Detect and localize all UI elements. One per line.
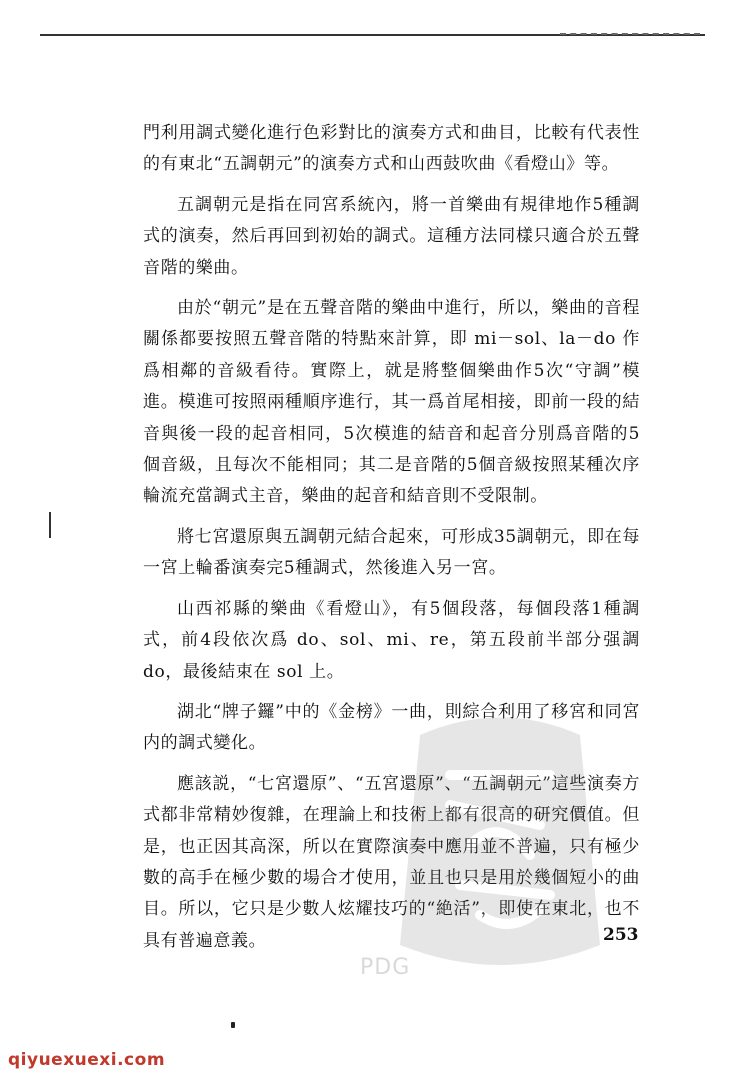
scan-speck xyxy=(231,1022,235,1028)
paragraph-1: 門利用調式變化進行色彩對比的演奏方式和曲目，比較有代表性的有東北“五調朝元”的演奏方式和山西鼓吹曲《看燈山》等。 xyxy=(143,123,640,175)
paragraph-5: 山西祁縣的樂曲《看燈山》，有5個段落，每個段落1種調式，前4段依次爲 do、sol、mi、re，第五段前半部分强調 do，最後結束在 sol 上。 xyxy=(143,598,640,682)
paragraph-6: 湖北“牌子鑼”中的《金榜》一曲，則綜合利用了移宮和同宮内的調式變化。 xyxy=(143,701,640,754)
margin-mark xyxy=(49,512,51,538)
paragraph-3: 由於“朝元”是在五聲音階的樂曲中進行，所以，樂曲的音程關係都要按照五聲音階的特點來計算，即 mi－sol、la－do 作爲相鄰的音級看待。實際上，就是將整個樂曲作5次“守調”模進。模進可按照兩種順序進行，其一爲首尾相接，即前一段的結音與後一段的起音相同，5次模進的結音和起音分別爲音階的5個音級，且每次不能相同；其二是音階的5個音級按照某種次序輪流充當調式主音，樂曲的起音和結音則不受限制。 xyxy=(143,298,640,507)
page-body xyxy=(143,118,640,966)
page-number: 253 xyxy=(603,925,639,945)
watermark-text: PDG xyxy=(360,955,411,980)
site-watermark: qiyuexuexi.com xyxy=(8,1050,166,1070)
header-rule-dashed xyxy=(560,33,700,35)
paragraph-2: 五調朝元是指在同宮系統內，將一首樂曲有規律地作5種調式的演奏，然后再回到初始的調式。這種方法同樣只適合於五聲音階的樂曲。 xyxy=(143,194,640,278)
paragraph-7: 應該説，“七宮還原”、“五宮還原”、“五調朝元”這些演奏方式都非常精妙復雜，在理論上和技術上都有很高的研究價值。但是，也正因其高深，所以在實際演奏中應用並不普遍，只有極少數的高手在極少數的場合才使用，並且也只是用於幾個短小的曲目。所以，它只是少數人炫耀技巧的“絶活”，即使在東北，也不具有普遍意義。 xyxy=(143,773,640,951)
paragraph-4: 將七宮還原與五調朝元結合起來，可形成35調朝元，即在每一宮上輪番演奏完5種調式，然後進入另一宮。 xyxy=(143,526,640,579)
